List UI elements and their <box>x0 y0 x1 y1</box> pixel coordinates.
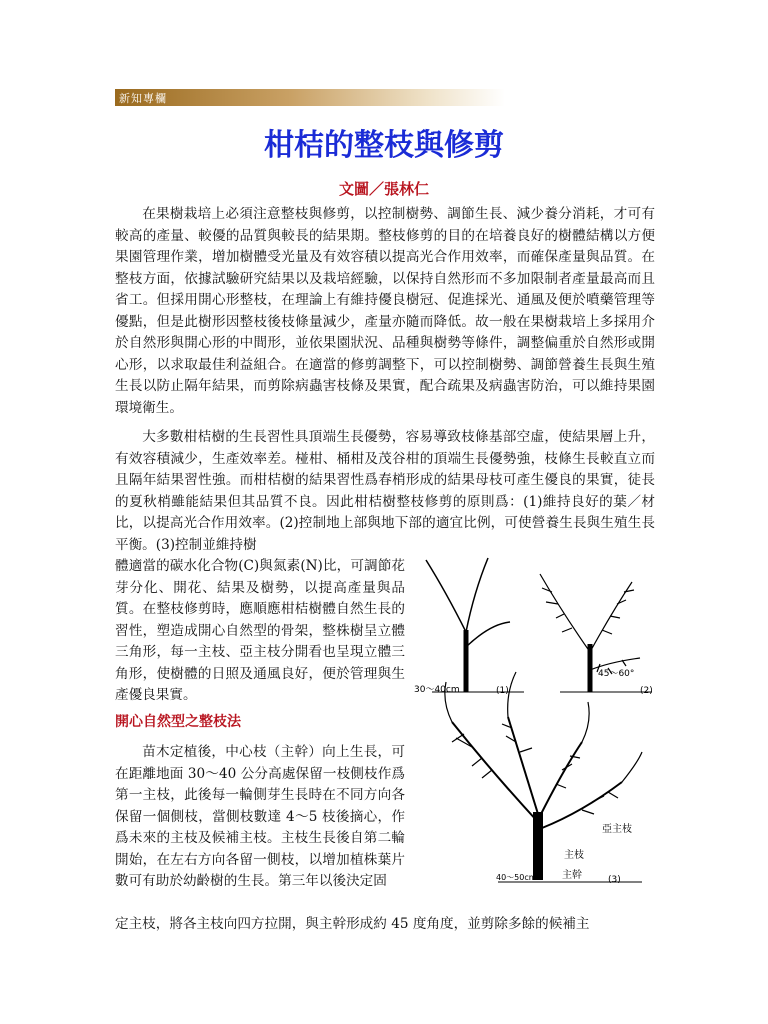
fig-label-angle: 45～60° <box>598 669 635 679</box>
section-header-bar <box>115 89 505 106</box>
tree-1 <box>426 558 524 692</box>
tree-2 <box>540 574 652 692</box>
fig-label-num2: (2) <box>640 686 653 696</box>
article-title: 柑桔的整枝與修剪 <box>264 128 504 163</box>
fig-label-height1: 30～40cm <box>414 685 460 695</box>
paragraph-growth-habit: 大多數柑桔樹的生長習性具頂端生長優勢，容易導致枝條基部空虛，使結果層上升，有效容積減少，生產效率差。椪柑、桶柑及茂谷柑的頂端生長優勢強，枝條生長較直立而且隔年結果習性強。而柑桔樹的結果習性爲春梢形成的結果母枝可產生優良的果實，徒長的夏秋梢雖能結果但其品質不良。因此柑桔樹整枝修剪的原則爲：(1)維持良好的葉／材比，以提高光合作用效率。(2)控制地上部與地下部的適宜比例，可使營養生長與生殖生長平衡。(3)控制並維持樹 <box>115 429 655 553</box>
paragraph-growth-habit-cont: 體適當的碳水化合物(C)與氮素(N)比，可調節花芽分化、開花、結果及樹勢，以提高產量與品質。在整枝修剪時，應順應柑桔樹體自然生長的習性，塑造成開心自然型的骨架，整株樹呈立體三角形，每一主枝、亞主枝分開看也呈現立體三角形，使樹體的日照及通風良好，便於管理與生產優良果實。 <box>115 558 405 703</box>
article-author: 文圖／張林仁 <box>338 180 429 198</box>
section-heading: 開心自然型之整枝法 <box>115 714 241 730</box>
tree-3 <box>445 672 642 882</box>
fig-label-trunk: 主幹 <box>562 870 582 881</box>
paragraph-method-cont: 定主枝，將各主枝向四方拉開，與主幹形成約 45 度角度，並剪除多餘的候補主 <box>115 916 590 932</box>
fig-label-mainbranch: 主枝 <box>564 850 584 861</box>
fig-label-num3: (3) <box>608 875 621 885</box>
fig-label-num1: (1) <box>496 686 509 696</box>
section-label: 新知專欄 <box>119 92 167 105</box>
fig-label-height3: 40～50cm <box>496 873 537 882</box>
fig-label-subbranch: 亞主枝 <box>602 824 632 835</box>
paragraph-intro: 在果樹栽培上必須注意整枝與修剪，以控制樹勢、調節生長、減少養分消耗，才可有較高的產量、較優的品質與較長的結果期。整枝修剪的目的在培養良好的樹體結構以方便果園管理作業，增加樹體受光量及有效容積以提高光合作用效率，而確保產量與品質。在整枝方面，依據試驗研究結果以及栽培經驗，以保持自然形而不多加限制者產量最高而且省工。但採用開心形整枝，在理論上有維持優良樹冠、促進採光、通風及便於噴藥管理等優點，但是此樹形因整枝後枝條量減少，產量亦隨而降低。故一般在果樹栽培上多採用介於自然形與開心形的中間形，並依果園狀況、品種與樹勢等條件，調整偏重於自然形或開心形，以求取最佳利益組合。在適當的修剪調整下，可以控制樹勢、調節營養生長與生殖生長以防止隔年結果，而剪除病蟲害枝條及果實，配合疏果及病蟲害防治，可以維持果園環境衛生。 <box>115 206 655 416</box>
pruning-diagram <box>412 552 660 892</box>
paragraph-method: 苗木定植後，中心枝（主幹）向上生長，可在距離地面 30～40 公分高處保留一枝側枝作爲第一主枝，此後每一輪側芽生長時在不同方向各保留一個側枝，當側枝數達 4～5 枝後摘心，作爲未來的主枝及候補主枝。主枝生長後自第二輪開始，在左右方向各留一側枝，以增加植株葉片數可有助於幼齡樹的生長。第三年以後決定固 <box>115 744 405 889</box>
